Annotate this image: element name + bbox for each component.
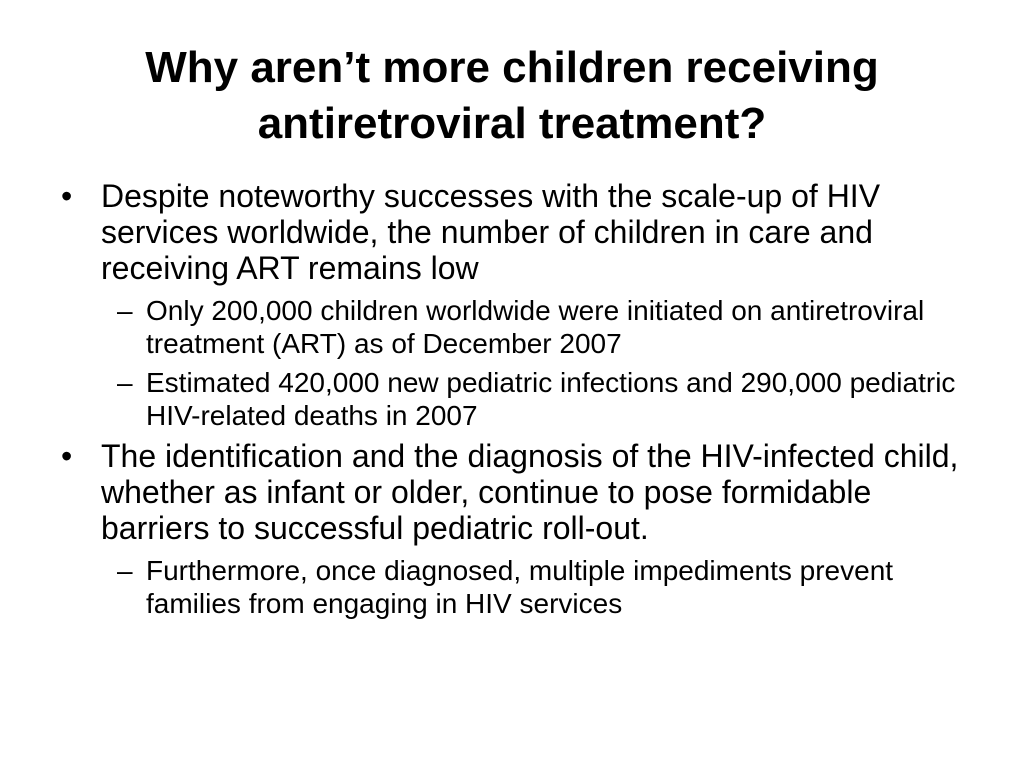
bullet-point-1	[56, 178, 976, 432]
bullet-point-2	[56, 438, 976, 620]
sub-bullet-point	[101, 554, 976, 620]
dash-glyph: –	[117, 295, 133, 326]
bullet-glyph: •	[61, 438, 73, 474]
bullet-text: The identification and the diagnosis of the HIV-infected child, whether as infant or older, continue to pose formidable barriers to successful pediatric roll-out.	[101, 438, 959, 546]
dash-glyph: –	[117, 367, 133, 398]
bullet-glyph: •	[61, 178, 73, 214]
sub-bullet-text: Only 200,000 children worldwide were initiated on antiretroviral treatment (ART) as of December 2007	[146, 295, 925, 359]
sub-bullet-list	[101, 554, 976, 620]
sub-bullet-text: Estimated 420,000 new pediatric infections and 290,000 pediatric HIV-related deaths in 2007	[146, 367, 956, 431]
bullet-list	[56, 178, 976, 626]
slide-title: Why aren’t more children receiving antiretroviral treatment?	[145, 43, 879, 148]
sub-bullet-point	[101, 366, 976, 432]
sub-bullet-point	[101, 294, 976, 360]
dash-glyph: –	[117, 555, 133, 586]
sub-bullet-list	[101, 294, 976, 432]
bullet-text: Despite noteworthy successes with the scale-up of HIV services worldwide, the number of children in care and receiving ART remains low	[101, 178, 881, 286]
sub-bullet-text: Furthermore, once diagnosed, multiple impediments prevent families from engaging in HIV services	[146, 555, 894, 619]
